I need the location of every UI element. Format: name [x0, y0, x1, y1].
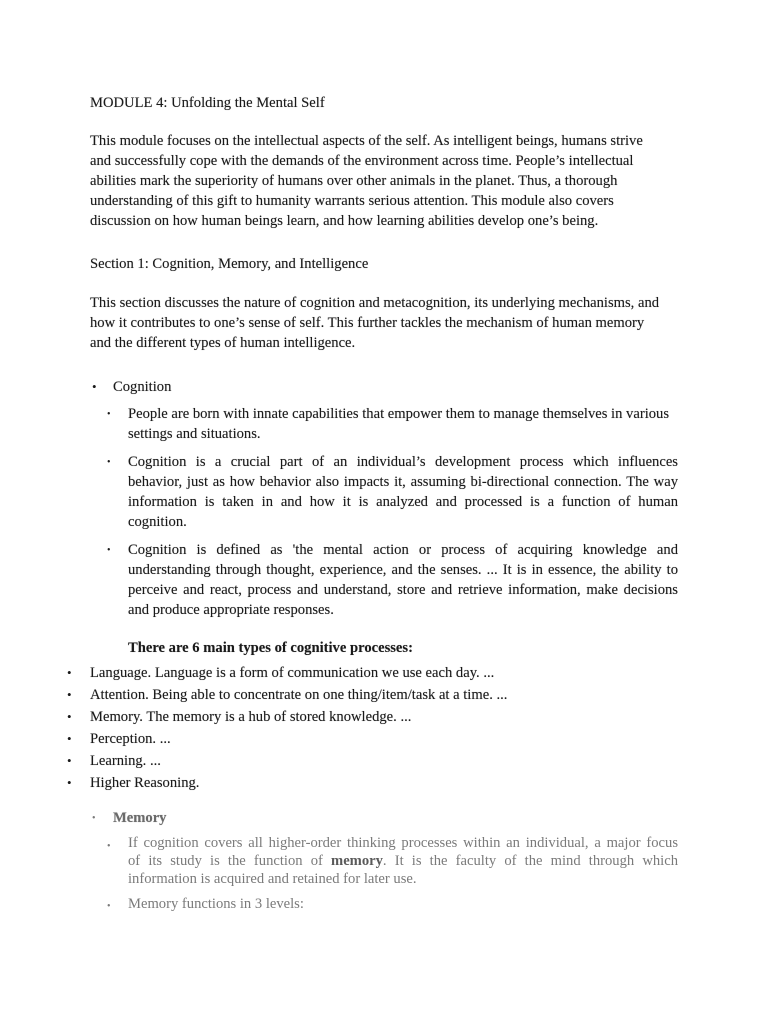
cognition-point-line: settings and situations. [128, 426, 261, 442]
bullet-icon: • [107, 841, 111, 852]
cognition-point-line: behavior, just as how behavior also impacts it, assuming bi-directional connection. The way [128, 474, 678, 490]
cognition-point-line: and produce appropriate responses. [128, 602, 334, 618]
bullet-icon: • [67, 775, 72, 790]
intro-line: abilities mark the superiority of humans over other animals in the planet. Thus, a thorough [90, 173, 618, 189]
bullet-icon: • [107, 545, 111, 556]
types-list-item: Memory. The memory is a hub of stored knowledge. ... [90, 709, 412, 725]
memory-line-text: . It is the faculty of the mind through which [382, 853, 679, 869]
intro-paragraph [90, 131, 662, 231]
memory-line-text: of its study is the function of [128, 853, 332, 869]
cognition-point-3 [128, 540, 678, 620]
bullet-icon: • [67, 687, 72, 702]
types-list-item: Language. Language is a form of communication we use each day. ... [90, 665, 495, 681]
types-list-item: Higher Reasoning. [90, 775, 200, 791]
section-line: This section discusses the nature of cognition and metacognition, its underlying mechanisms, and [90, 295, 660, 311]
bullet-icon: • [107, 409, 111, 420]
bullet-icon: • [67, 665, 72, 680]
bullet-icon: • [67, 753, 72, 768]
cognition-point-line: understanding through thought, experience, and the senses. ... It is in essence, the ability to [128, 562, 678, 578]
module-title: MODULE 4: Unfolding the Mental Self [90, 95, 325, 111]
cognition-heading: Cognition [113, 379, 172, 395]
cognition-point-line: People are born with innate capabilities that empower them to manage themselves in various [128, 406, 670, 422]
intro-line: This module focuses on the intellectual aspects of the self. As intelligent beings, humans strive [90, 133, 643, 149]
section-line: and the different types of human intelligence. [90, 335, 356, 351]
intro-line: understanding of this gift to humanity warrants serious attention. This module also covers [90, 193, 614, 209]
intro-line: and successfully cope with the demands of the environment across time. People’s intellectual [90, 153, 634, 169]
cognition-point-2 [128, 452, 678, 532]
types-list-item: Perception. ... [90, 731, 171, 747]
memory-point-1 [128, 834, 678, 888]
cognition-point-line: Cognition is a crucial part of an individual’s development process which influences [128, 454, 678, 470]
section-line: how it contributes to one’s sense of self. This further tackles the mechanism of human memory [90, 315, 645, 331]
bullet-icon: • [107, 457, 111, 468]
memory-point-line: If cognition covers all higher-order thinking processes within an individual, a major focus [128, 835, 678, 851]
cognition-point-line: information is taken in and how it is analyzed and processed is a function of human [128, 494, 678, 510]
intro-line: discussion on how human beings learn, and how learning abilities develop one’s being. [90, 213, 599, 229]
types-heading: There are 6 main types of cognitive processes: [128, 640, 413, 656]
memory-heading: Memory [113, 810, 167, 826]
memory-point-line: information is acquired and retained for later use. [128, 871, 417, 887]
types-list-item: Attention. Being able to concentrate on one thing/item/task at a time. ... [90, 687, 508, 703]
memory-keyword: memory [331, 853, 383, 869]
types-list-item: Learning. ... [90, 753, 161, 769]
bullet-icon: • [67, 709, 72, 724]
cognition-point-line: cognition. [128, 514, 187, 530]
memory-point-2: Memory functions in 3 levels: [128, 896, 304, 912]
memory-point-line [128, 852, 678, 870]
section-title: Section 1: Cognition, Memory, and Intelligence [90, 256, 369, 272]
section-paragraph [90, 293, 680, 353]
bullet-icon: • [92, 813, 96, 824]
cognition-point-line: perceive and react, process and understand, store and retrieve information, make decisions [128, 582, 678, 598]
cognition-point-1 [128, 404, 678, 444]
bullet-icon: • [92, 379, 97, 394]
cognition-point-line: Cognition is defined as 'the mental action or process of acquiring knowledge and [128, 542, 678, 558]
bullet-icon: • [67, 731, 72, 746]
bullet-icon: • [107, 901, 111, 912]
